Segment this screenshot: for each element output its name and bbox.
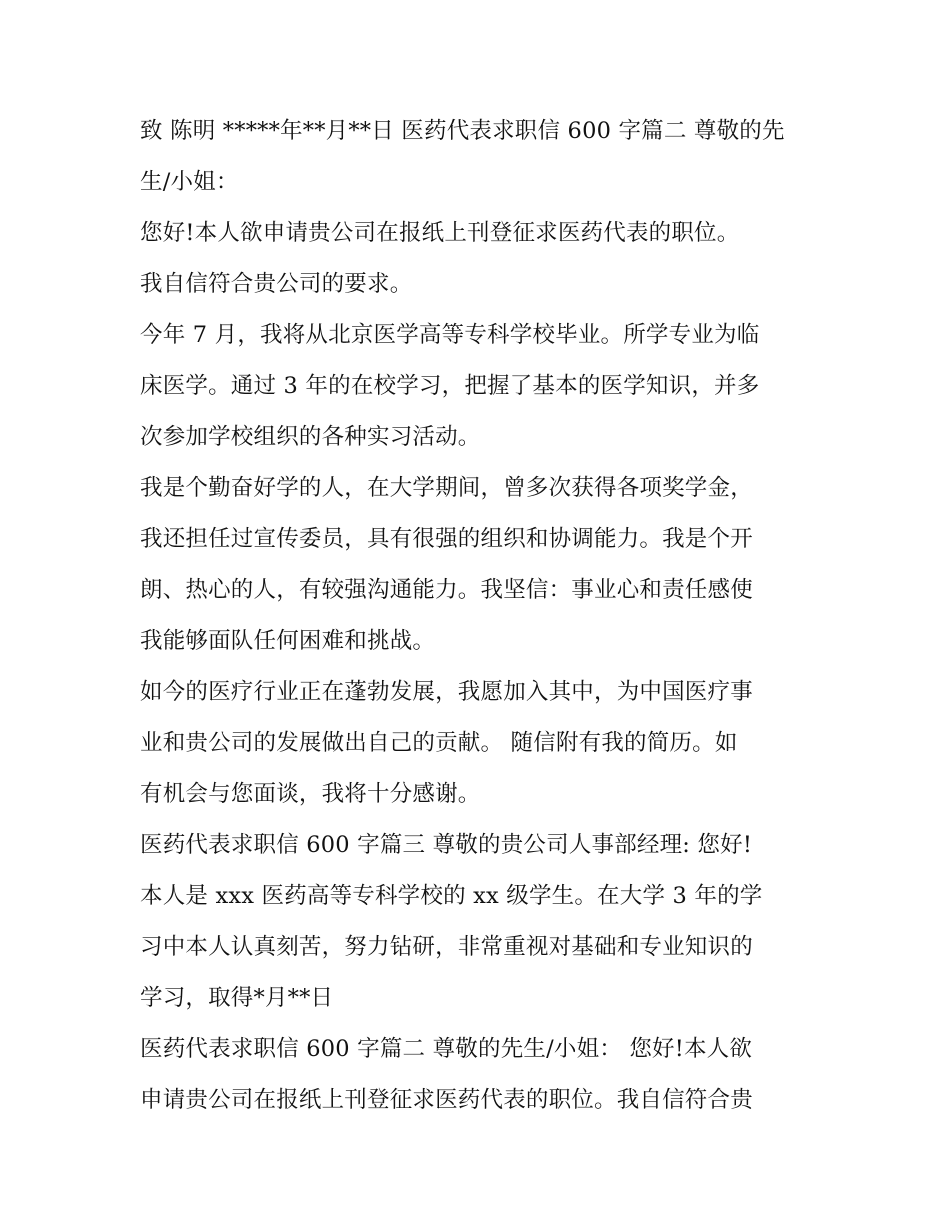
text-line: 医药代表求职信 600 字篇二 尊敬的先生/小姐： 您好!本人欲	[140, 1036, 753, 1062]
text-line: 我还担任过宣传委员，具有很强的组织和协调能力。我是个开	[140, 526, 753, 552]
text-line: 次参加学校组织的各种实习活动。	[140, 424, 481, 450]
text-line: 今年 7 月，我将从北京医学高等专科学校毕业。所学专业为临	[140, 322, 760, 348]
text-line: 有机会与您面谈，我将十分感谢。	[140, 781, 481, 807]
text-line: 学习，取得*月**日	[140, 985, 334, 1011]
text-line: 我是个勤奋好学的人，在大学期间，曾多次获得各项奖学金，	[140, 475, 753, 501]
text-line: 生/小姐：	[140, 169, 239, 195]
text-line: 您好!本人欲申请贵公司在报纸上刊登征求医药代表的职位。	[140, 220, 740, 246]
text-line: 申请贵公司在报纸上刊登征求医药代表的职位。我自信符合贵	[140, 1087, 753, 1113]
text-line: 我能够面队任何困难和挑战。	[140, 628, 436, 654]
text-line: 医药代表求职信 600 字篇三 尊敬的贵公司人事部经理: 您好!	[140, 832, 753, 858]
document-body	[140, 106, 820, 1126]
text-line: 如今的医疗行业正在蓬勃发展，我愿加入其中，为中国医疗事	[140, 679, 753, 705]
text-line: 本人是 xxx 医药高等专科学校的 xx 级学生。在大学 3 年的学	[140, 883, 763, 909]
text-line: 我自信符合贵公司的要求。	[140, 271, 413, 297]
text-line: 业和贵公司的发展做出自己的贡献。 随信附有我的简历。如	[140, 730, 738, 756]
text-line: 朗、热心的人，有较强沟通能力。我坚信：事业心和责任感使	[140, 577, 753, 603]
text-line: 习中本人认真刻苦，努力钻研，非常重视对基础和专业知识的	[140, 934, 753, 960]
text-line: 致 陈明 *****年**月**日 医药代表求职信 600 字篇二 尊敬的先	[140, 118, 785, 144]
text-line: 床医学。通过 3 年的在校学习，把握了基本的医学知识，并多	[140, 373, 760, 399]
